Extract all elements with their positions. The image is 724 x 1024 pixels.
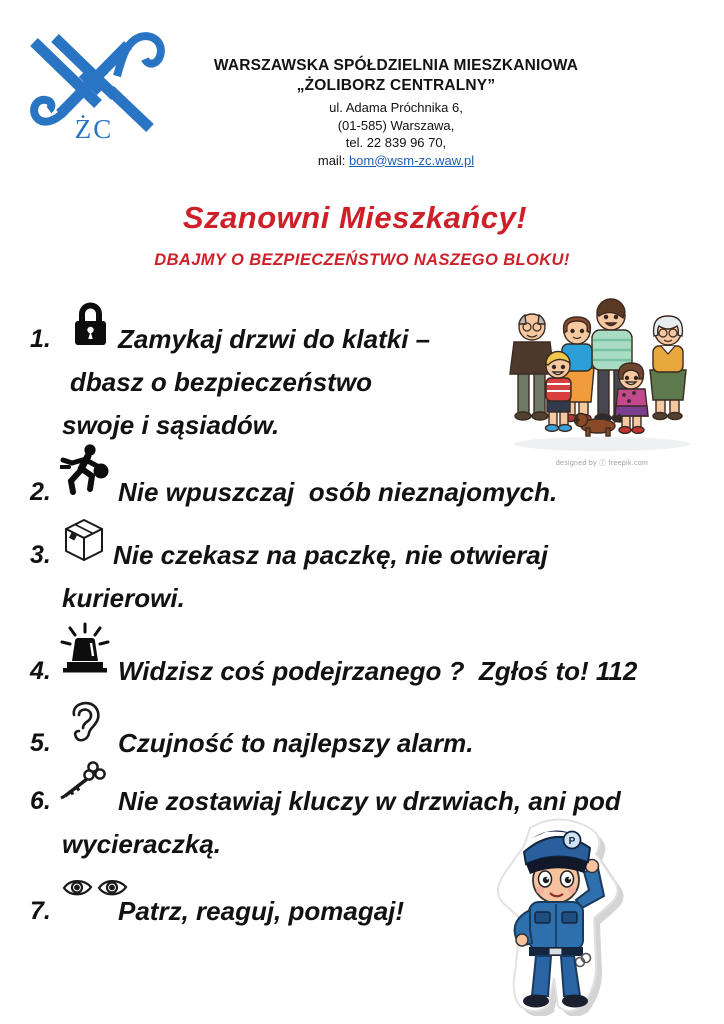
- notice-title: Szanowni Mieszkańcy!: [182, 200, 528, 235]
- item-text-line: dbasz o bezpieczeństwo: [70, 367, 372, 397]
- item-text-line: Patrz, reaguj, pomagaj!: [118, 896, 405, 926]
- eyes-icon: [62, 876, 128, 900]
- running-person-icon: [60, 443, 114, 495]
- siren-icon: [58, 622, 112, 676]
- family-illustration: [498, 294, 706, 456]
- item-text-line: Czujność to najlepszy alarm.: [118, 728, 474, 758]
- item-text-line: Zamykaj drzwi do klatki –: [118, 324, 431, 354]
- key-icon: [56, 760, 106, 802]
- item-number: 3.: [30, 541, 51, 569]
- list-item-2: [0, 471, 724, 514]
- item-text-line: swoje i sąsiadów.: [62, 410, 280, 440]
- org-address-street: ul. Adama Próchnika 6,: [329, 100, 463, 115]
- notice-subtitle: DBAJMY O BEZPIECZEŃSTWO NASZEGO BLOKU!: [154, 251, 570, 269]
- org-address-city: (01-585) Warszawa,: [337, 117, 455, 133]
- org-header: [168, 56, 624, 169]
- package-icon: [64, 518, 104, 562]
- svg-text:P: P: [568, 836, 576, 847]
- item-number: 7.: [30, 897, 51, 925]
- mail-label: mail:: [317, 152, 349, 168]
- ear-icon: [68, 700, 102, 744]
- item-text-line: Widzisz coś podejrzanego ? Zgłoś to! 112: [118, 656, 638, 686]
- item-text-line: Nie wpuszczaj osób nieznajomych.: [118, 477, 558, 507]
- item-number: 1.: [30, 325, 51, 353]
- logo-text: ŻC: [74, 114, 114, 144]
- policeman-illustration: [472, 816, 642, 1016]
- org-name-line2: „ŻOLIBORZ CENTRALNY”: [296, 77, 496, 94]
- item-number: 6.: [30, 787, 51, 815]
- list-item-4: [0, 650, 724, 693]
- org-mail-row: [168, 152, 624, 170]
- item-text-line: Nie czekasz na paczkę, nie otwieraj: [113, 540, 548, 570]
- org-name-line1: WARSZAWSKA SPÓŁDZIELNIA MIESZKANIOWA: [213, 57, 579, 74]
- item-text-line: kurierowi.: [62, 583, 185, 613]
- list-item-3: [0, 534, 724, 620]
- item-text-line: Nie zostawiaj kluczy w drzwiach, ani pod: [118, 786, 621, 816]
- item-number: 4.: [30, 657, 51, 685]
- item-number: 2.: [30, 478, 51, 506]
- item-number: 5.: [30, 729, 51, 757]
- family-credit-caption: designed by ⓕ freepik.com: [555, 460, 649, 467]
- wsm-zc-logo-icon: [22, 28, 167, 146]
- list-item-5: [0, 722, 724, 765]
- padlock-icon: [70, 300, 110, 348]
- item-text-line: wycieraczką.: [62, 829, 222, 859]
- org-phone: tel. 22 839 96 70,: [345, 135, 447, 150]
- mail-link[interactable]: bom@wsm-zc.waw.pl: [348, 152, 475, 168]
